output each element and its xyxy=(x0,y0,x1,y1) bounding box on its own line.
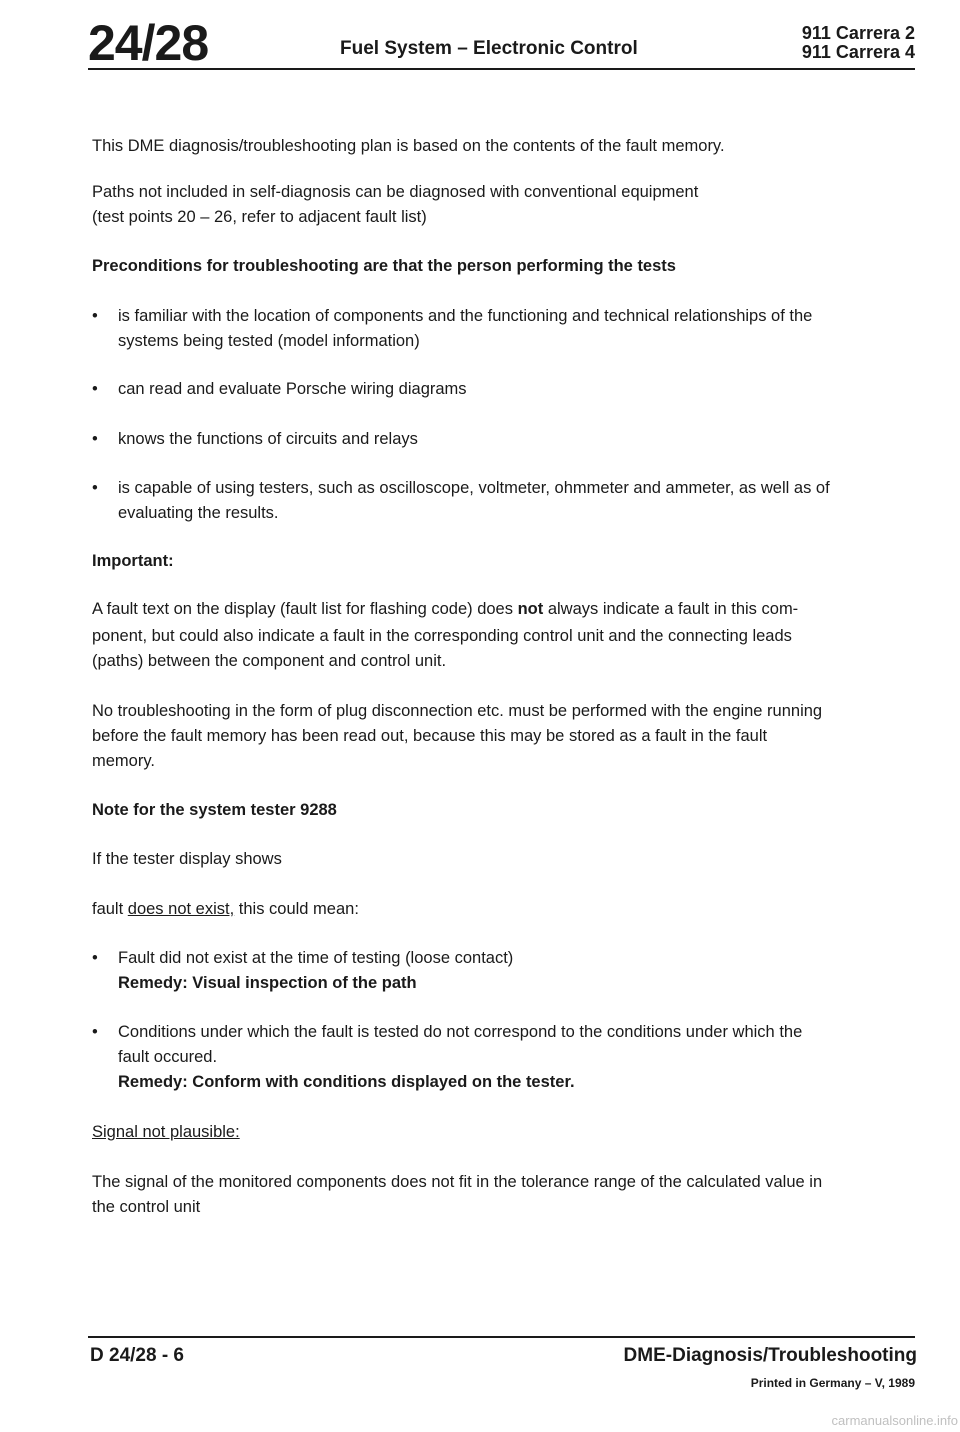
fault-text-end: this could mean: xyxy=(234,900,359,918)
model-designation xyxy=(802,24,915,62)
bullet-marker: • xyxy=(92,380,98,398)
list-item: Conditions under which the fault is tested do not correspond to the conditions under which the xyxy=(118,1023,803,1041)
list-item: Fault did not exist at the time of testing (loose contact) xyxy=(118,949,514,967)
important-text-end: always indicate a fault in this com- xyxy=(543,600,799,618)
page-title: Fuel System – Electronic Control xyxy=(340,38,638,59)
signal-line-2: the control unit xyxy=(92,1198,201,1216)
important-line-3: (paths) between the component and control unit. xyxy=(92,652,447,670)
warning-line-3: memory. xyxy=(92,752,155,770)
note-heading: Note for the system tester 9288 xyxy=(92,801,337,819)
warning-line-1: No troubleshooting in the form of plug disconnection etc. must be performed with the engine running xyxy=(92,702,823,720)
fault-message-line xyxy=(92,898,359,920)
print-info: Printed in Germany – V, 1989 xyxy=(750,1376,915,1390)
watermark: carmanualsonline.info xyxy=(831,1413,958,1428)
signal-heading: Signal not plausible: xyxy=(92,1123,240,1141)
bullet-marker: • xyxy=(92,307,98,325)
warning-line-2: before the fault memory has been read out, because this may be stored as a fault in the fault xyxy=(92,727,768,745)
paths-line-1: Paths not included in self-diagnosis can be diagnosed with conventional equipment xyxy=(92,183,699,201)
section-number: 24/28 xyxy=(88,15,209,71)
model-line-1: 911 Carrera 2 xyxy=(801,23,915,43)
preconditions-heading: Preconditions for troubleshooting are that the person performing the tests xyxy=(92,257,676,275)
header-rule xyxy=(88,68,915,70)
important-line-1 xyxy=(92,598,798,620)
signal-line-1: The signal of the monitored components does not fit in the tolerance range of the calculated value in xyxy=(92,1173,823,1191)
list-item-continuation: fault occured. xyxy=(118,1048,218,1066)
list-item-continuation: systems being tested (model information) xyxy=(118,332,420,350)
list-item: is familiar with the location of components and the functioning and technical relationships of the xyxy=(118,307,813,325)
emphasis-not: not xyxy=(517,600,544,618)
page-code: D 24/28 - 6 xyxy=(90,1345,184,1366)
footer-rule xyxy=(88,1336,915,1338)
paths-line-2: (test points 20 – 26, refer to adjacent fault list) xyxy=(92,208,427,226)
footer-title: DME-Diagnosis/Troubleshooting xyxy=(623,1345,917,1366)
fault-text-start: fault xyxy=(92,900,128,918)
list-item: knows the functions of circuits and relays xyxy=(118,430,418,448)
bullet-marker: • xyxy=(92,479,98,497)
bullet-marker: • xyxy=(92,430,98,448)
list-item-continuation: evaluating the results. xyxy=(118,504,279,522)
bullet-marker: • xyxy=(92,1023,98,1041)
important-heading: Important: xyxy=(92,552,174,570)
bullet-marker: • xyxy=(92,949,98,967)
list-item: is capable of using testers, such as oscilloscope, voltmeter, ohmmeter and ammeter, as well as of xyxy=(118,479,830,497)
important-text-start: A fault text on the display (fault list for flashing code) does xyxy=(92,600,518,618)
remedy-text: Remedy: Visual inspection of the path xyxy=(118,974,417,992)
important-line-2: ponent, but could also indicate a fault in the corresponding control unit and the connecting leads xyxy=(92,627,792,645)
tester-display-text: If the tester display shows xyxy=(92,850,282,868)
list-item: can read and evaluate Porsche wiring diagrams xyxy=(118,380,467,398)
remedy-text: Remedy: Conform with conditions displayed on the tester. xyxy=(118,1073,575,1091)
intro-paragraph: This DME diagnosis/troubleshooting plan is based on the contents of the fault memory. xyxy=(92,137,725,155)
model-line-2: 911 Carrera 4 xyxy=(801,42,915,62)
fault-message: does not exist, xyxy=(127,900,235,918)
